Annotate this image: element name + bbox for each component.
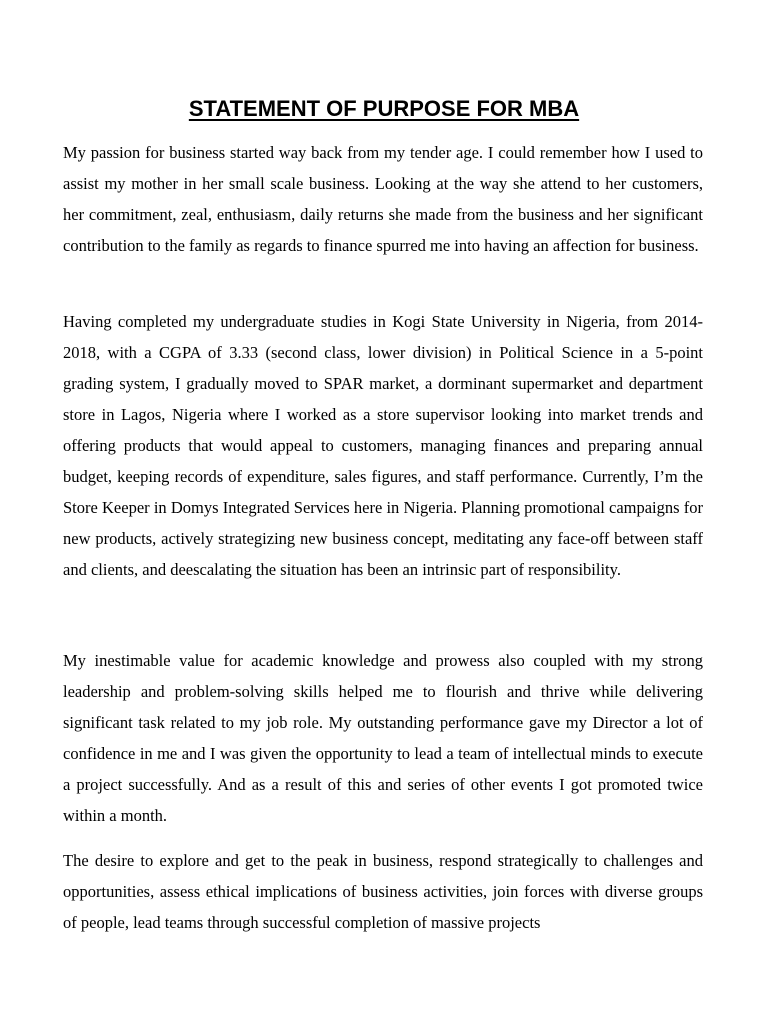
paragraph-4: The desire to explore and get to the peak in business, respond strategically to challenges and opportunities, assess ethical implications of business activities, join forces with diverse groups of people, lead teams through successful completion of massive projects — [63, 851, 703, 932]
paragraph-2: Having completed my undergraduate studies in Kogi State University in Nigeria, from 2014-2018, with a CGPA of 3.33 (second class, lower division) in Political Science in a 5-point grading system, I gradually moved to SPAR market, a dorminant supermarket and department store in Lagos, Nigeria where I worked as a store supervisor looking into market trends and offering products that would appeal to customers, managing finances and preparing annual budget, keeping records of expenditure, sales figures, and staff performance. Currently, I’m the Store Keeper in Domys Integrated Services here in Nigeria. Planning promotional campaigns for new products, actively strategizing new business concept, meditating any face-off between staff and clients, and deescalating the situation has been an intrinsic part of responsibility. — [63, 312, 703, 579]
document-title: STATEMENT OF PURPOSE FOR MBA — [188, 96, 580, 121]
paragraph-1: My passion for business started way back from my tender age. I could remember how I used to assist my mother in her small scale business. Looking at the way she attend to her customers, her commitment, zeal, enthusiasm, daily returns she made from the business and her significant contribution to the family as regards to finance spurred me into having an affection for business. — [63, 143, 703, 255]
paragraph-3: My inestimable value for academic knowledge and prowess also coupled with my strong leadership and problem-solving skills helped me to flourish and thrive while delivering significant task related to my job role. My outstanding performance gave my Director a lot of confidence in me and I was given the opportunity to lead a team of intellectual minds to execute a project successfully. And as a result of this and series of other events I got promoted twice within a month. — [63, 651, 703, 825]
